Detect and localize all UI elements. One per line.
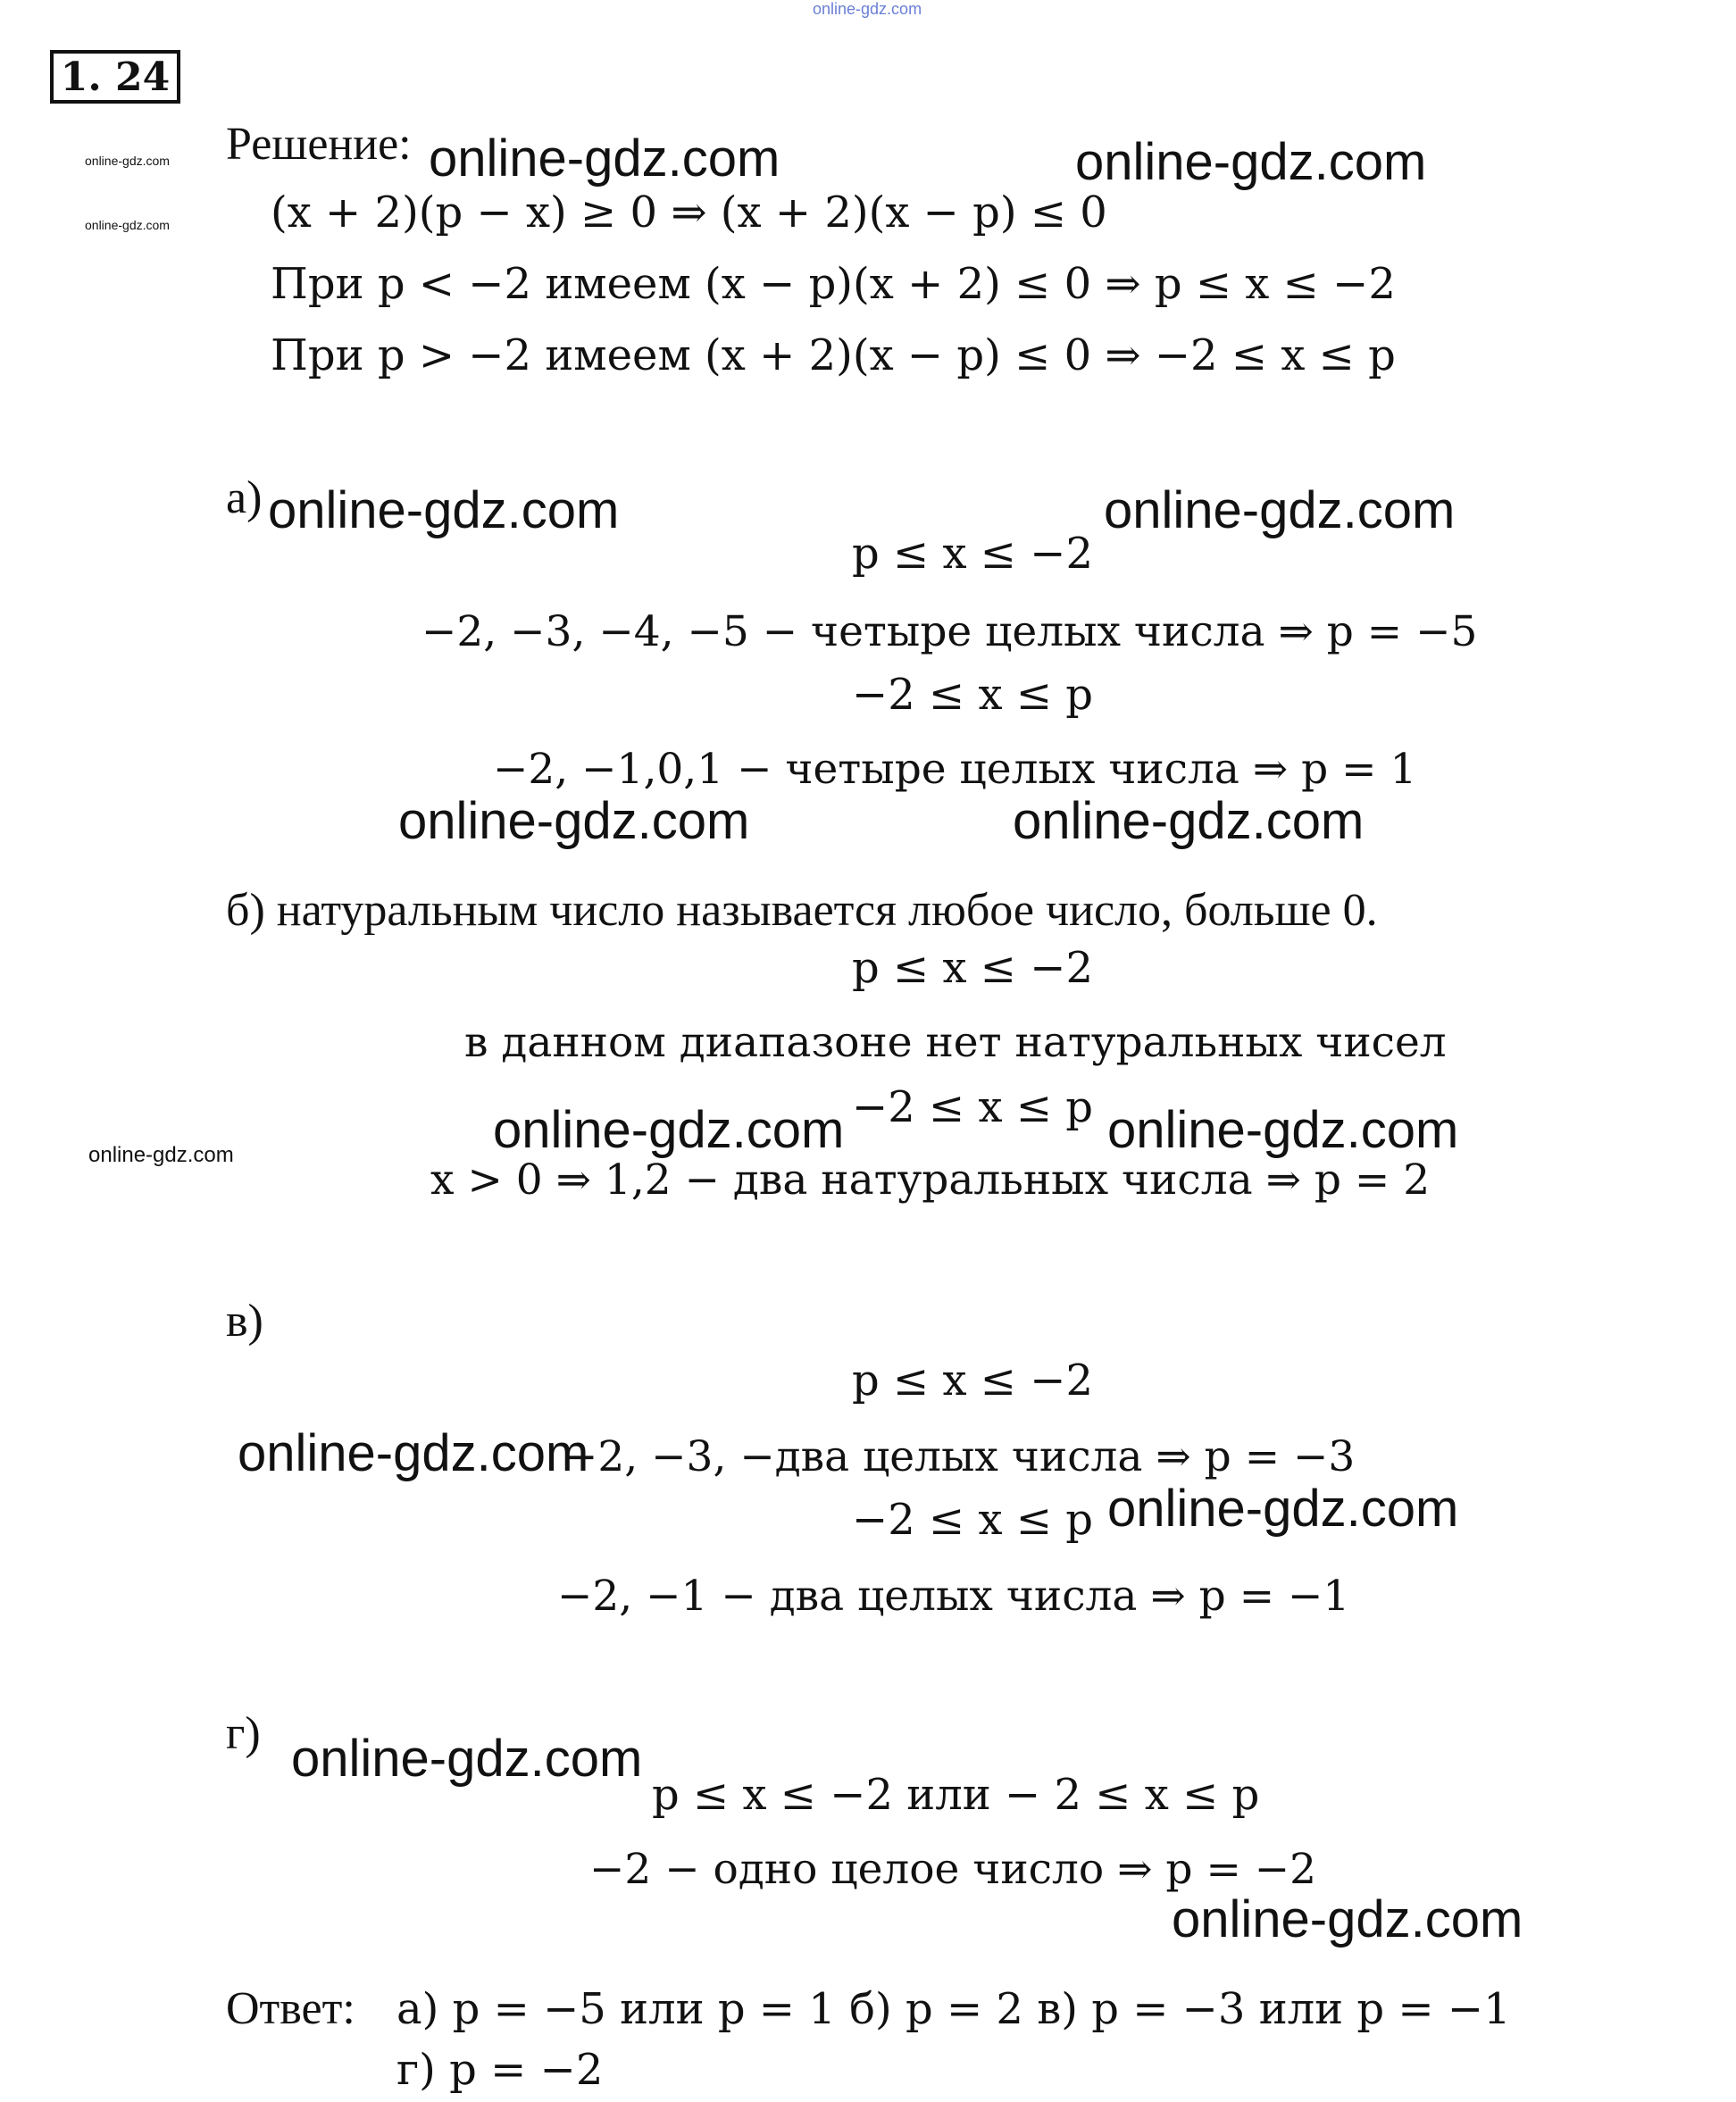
watermark: online-gdz.com bbox=[1107, 1101, 1459, 1159]
part-v-line-1: p ≤ x ≤ −2 bbox=[852, 1355, 1094, 1406]
side-watermark: online-gdz.com bbox=[88, 1143, 234, 1167]
answer-line-1: а) p = −5 или p = 1 б) p = 2 в) p = −3 или p = −1 bbox=[396, 1984, 1511, 2034]
solution-line-3: При p > −2 имеем (x + 2)(x − p) ≤ 0 ⇒ −2 ≤ x ≤ p bbox=[271, 330, 1396, 380]
watermark: online-gdz.com bbox=[291, 1730, 643, 1788]
part-v-line-2: −2, −3, −два целых числа ⇒ p = −3 bbox=[563, 1432, 1356, 1481]
watermark: online-gdz.com bbox=[238, 1424, 589, 1482]
part-b-line-4: x > 0 ⇒ 1,2 − два натуральных числа ⇒ p = 2 bbox=[430, 1155, 1431, 1205]
part-v-line-4: −2, −1 − два целых числа ⇒ p = −1 bbox=[557, 1572, 1350, 1621]
watermark: online-gdz.com bbox=[398, 792, 750, 850]
part-g-line-2: −2 − одно целое число ⇒ p = −2 bbox=[589, 1845, 1317, 1894]
part-b-line-2: в данном диапазоне нет натуральных чисел bbox=[464, 1018, 1447, 1067]
solution-line-1: (x + 2)(p − x) ≥ 0 ⇒ (x + 2)(x − p) ≤ 0 bbox=[271, 188, 1107, 238]
part-g-line-1: p ≤ x ≤ −2 или − 2 ≤ x ≤ p bbox=[652, 1770, 1260, 1820]
part-v-label: в) bbox=[226, 1296, 263, 1347]
watermark: online-gdz.com bbox=[429, 129, 780, 188]
answer-line-2: г) p = −2 bbox=[396, 2045, 604, 2095]
problem-number-box: 1. 24 bbox=[50, 50, 180, 104]
site-mark-top: online-gdz.com bbox=[813, 0, 922, 18]
part-a-line-1: p ≤ x ≤ −2 bbox=[852, 529, 1094, 579]
side-watermark: online-gdz.com bbox=[85, 218, 170, 232]
watermark: online-gdz.com bbox=[268, 481, 620, 539]
part-a-line-2: −2, −3, −4, −5 − четыре целых числа ⇒ p = −5 bbox=[421, 607, 1478, 656]
part-b-intro: б) натуральным число называется любое число, больше 0. bbox=[226, 885, 1378, 936]
solution-line-2: При p < −2 имеем (x − p)(x + 2) ≤ 0 ⇒ p ≤ x ≤ −2 bbox=[271, 259, 1396, 309]
watermark: online-gdz.com bbox=[1107, 1480, 1459, 1538]
part-g-label: г) bbox=[226, 1708, 261, 1759]
watermark: online-gdz.com bbox=[493, 1101, 845, 1159]
part-a-line-3: −2 ≤ x ≤ p bbox=[852, 670, 1094, 720]
watermark: online-gdz.com bbox=[1104, 481, 1456, 539]
part-a-label: а) bbox=[226, 472, 263, 523]
answer-label: Ответ: bbox=[226, 1983, 355, 2034]
side-watermark: online-gdz.com bbox=[85, 154, 170, 168]
part-b-line-1: p ≤ x ≤ −2 bbox=[852, 943, 1094, 993]
solution-label: Решение: bbox=[226, 119, 412, 170]
watermark: online-gdz.com bbox=[1075, 133, 1427, 191]
watermark: online-gdz.com bbox=[1013, 792, 1365, 850]
part-a-line-4: −2, −1,0,1 − четыре целых числа ⇒ p = 1 bbox=[493, 745, 1417, 794]
part-b-line-3: −2 ≤ x ≤ p bbox=[852, 1082, 1094, 1132]
part-v-line-3: −2 ≤ x ≤ p bbox=[852, 1495, 1094, 1545]
watermark: online-gdz.com bbox=[1172, 1890, 1523, 1948]
